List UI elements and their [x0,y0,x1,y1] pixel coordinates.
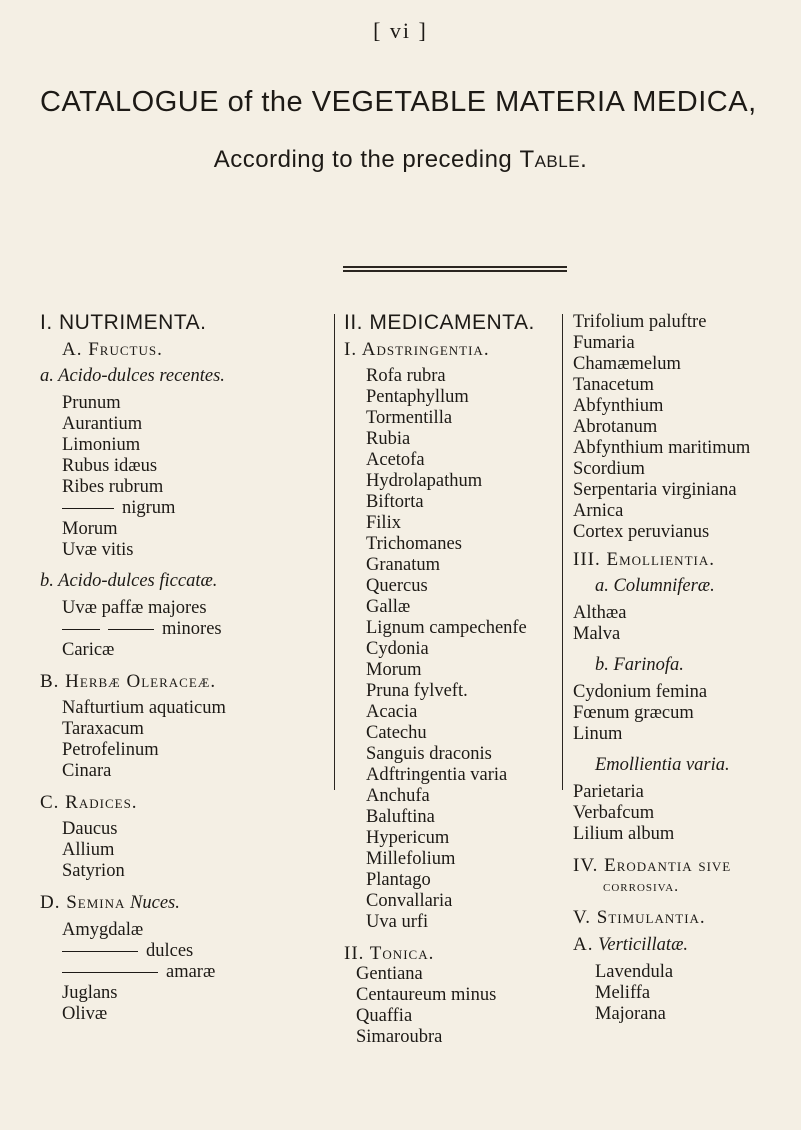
section-erodantia: IV. Erodantia sive [573,855,732,876]
list-item: Limonium [62,435,141,455]
list-item: Quaffia [356,1006,413,1026]
list-item-ditto [62,498,330,519]
list-semina-nuces [40,920,330,1025]
list-adstringentia [344,366,559,933]
list-item-text: amaræ [166,962,216,982]
list-item-ditto [62,941,330,962]
list-acido-dulces-recentes [40,393,330,561]
list-item: Aurantium [62,414,143,434]
subsection-acido-dulces-recentes: a. Acido-dulces recentes. [40,366,225,386]
page-number: [ vi ] [373,18,428,43]
list-herbae-oleraceae [40,698,330,782]
list-item: Millefolium [366,849,456,869]
list-item: Lignum campechenfe [366,618,527,638]
list-item: Chamæmelum [573,354,681,374]
list-item: Morum [62,519,118,539]
section-semina: D. Semina [40,892,126,913]
list-item: Acacia [366,702,418,722]
list-item: Rofa rubra [366,366,446,386]
list-item: Pruna fylveft. [366,681,468,701]
list-item: Petrofelinum [62,740,159,760]
list-item: Scordium [573,459,645,479]
list-item: Fumaria [573,333,635,353]
list-item: Pentaphyllum [366,387,469,407]
double-rule [343,266,567,272]
list-item: Cinara [62,761,112,781]
column-nutrimenta [40,312,330,1025]
list-item: Nafturtium aquaticum [62,698,226,718]
list-item: Uvæ paffæ majores [62,598,207,618]
list-item: Cydonia [366,639,429,659]
list-item: Prunum [62,393,121,413]
list-item-ditto [62,962,330,983]
section-corrosiva: corrosiva. [603,878,680,895]
list-item: Malva [573,624,621,644]
heading-nutrimenta: I. NUTRIMENTA. [40,311,207,334]
subsection-label: Verticillatæ. [598,935,689,955]
list-emollientia-varia [573,782,798,845]
list-item: Centaureum minus [356,985,497,1005]
section-semina-nuces [40,892,330,914]
list-item: Daucus [62,819,118,839]
list-item: Uvæ vitis [62,540,134,560]
list-item: Linum [573,724,623,744]
list-item-text: dulces [146,941,194,961]
list-item: Abrotanum [573,417,658,437]
list-item: Tormentilla [366,408,453,428]
list-farinofa [573,682,798,745]
section-herbae-oleraceae: B. Herbæ Oleraceæ. [40,671,217,692]
list-item: Fœnum græcum [573,703,694,723]
list-item: Anchufa [366,786,430,806]
list-item: Acetofa [366,450,425,470]
section-tonica: II. Tonica. [344,943,435,964]
section-radices: C. Radices. [40,792,138,813]
list-item: Trichomanes [366,534,462,554]
heading-medicamenta: II. MEDICAMENTA. [344,311,535,334]
list-item: Baluftina [366,807,435,827]
page-subtitle [0,146,801,174]
column-continued [573,312,798,1025]
list-tonica-continued [573,312,798,543]
page-title: CATALOGUE of the VEGETABLE MATERIA MEDICA, [40,86,757,118]
section-nuces: Nuces. [130,893,180,913]
list-item: Serpentaria virginiana [573,480,737,500]
section-adstringentia: I. Adstringentia. [344,339,490,360]
list-item: Tanacetum [573,375,654,395]
list-item: Majorana [595,1004,666,1024]
list-columniferae [573,603,798,645]
list-item: Convallaria [366,891,453,911]
list-item: Ribes rubrum [62,477,164,497]
subsection-acido-dulces-ficcatae: b. Acido-dulces ficcatæ. [40,571,218,591]
column-divider-1 [334,314,335,790]
list-item: Hydrolapathum [366,471,483,491]
list-item: Olivæ [62,1004,108,1024]
list-item: Granatum [366,555,440,575]
ditto-dash [108,629,154,630]
list-item: Lilium album [573,824,675,844]
list-item: Verbafcum [573,803,655,823]
list-item: Arnica [573,501,624,521]
list-item: Biftorta [366,492,424,512]
subtitle-table: Table. [519,146,588,173]
list-item: Rubia [366,429,411,449]
list-item: Gallæ [366,597,411,617]
list-radices [40,819,330,882]
ditto-dash [62,629,100,630]
list-item: Taraxacum [62,719,144,739]
list-item: Sanguis draconis [366,744,492,764]
list-item: Juglans [62,983,118,1003]
list-item: Lavendula [595,962,674,982]
list-item: Filix [366,513,401,533]
list-verticillatae [573,962,798,1025]
list-item: Gentiana [356,964,423,984]
list-item: Rubus idæus [62,456,158,476]
list-item: Amygdalæ [62,920,144,940]
ditto-dash [62,508,114,509]
list-item: Parietaria [573,782,644,802]
list-item: Althæa [573,603,627,623]
subsection-farinofa: b. Farinofa. [595,655,684,675]
list-item-ditto [62,619,330,640]
list-item: Uva urfi [366,912,429,932]
list-item: Allium [62,840,115,860]
subsection-columniferae: a. Columniferæ. [595,576,715,596]
column-divider-2 [562,314,563,790]
list-item: Cortex peruvianus [573,522,710,542]
subsection-letter: A. [573,934,594,955]
list-item: Satyrion [62,861,125,881]
list-item-text: nigrum [122,498,176,518]
list-item: Morum [366,660,422,680]
subtitle-text: According to the preceding [213,146,520,173]
list-item: Quercus [366,576,428,596]
section-stimulantia: V. Stimulantia. [573,907,706,928]
subsection-verticillatae [573,934,798,956]
list-item: Adftringentia varia [366,765,508,785]
section-emollientia: III. Emollientia. [573,549,715,570]
list-item: Caricæ [62,640,115,660]
list-item-text: minores [162,619,222,639]
list-item: Simaroubra [356,1027,443,1047]
list-acido-dulces-ficcatae [40,598,330,661]
list-item: Plantago [366,870,431,890]
list-item: Catechu [366,723,427,743]
column-medicamenta [344,312,559,1048]
list-item: Abfynthium maritimum [573,438,751,458]
subsection-emollientia-varia: Emollientia varia. [595,755,730,775]
ditto-dash [62,951,138,952]
section-fructus: A. Fructus. [62,339,163,360]
ditto-dash [62,972,158,973]
list-tonica [344,964,559,1048]
list-item: Meliffa [595,983,651,1003]
list-item: Hypericum [366,828,450,848]
list-item: Trifolium paluftre [573,312,707,332]
list-item: Cydonium femina [573,682,708,702]
list-item: Abfynthium [573,396,664,416]
